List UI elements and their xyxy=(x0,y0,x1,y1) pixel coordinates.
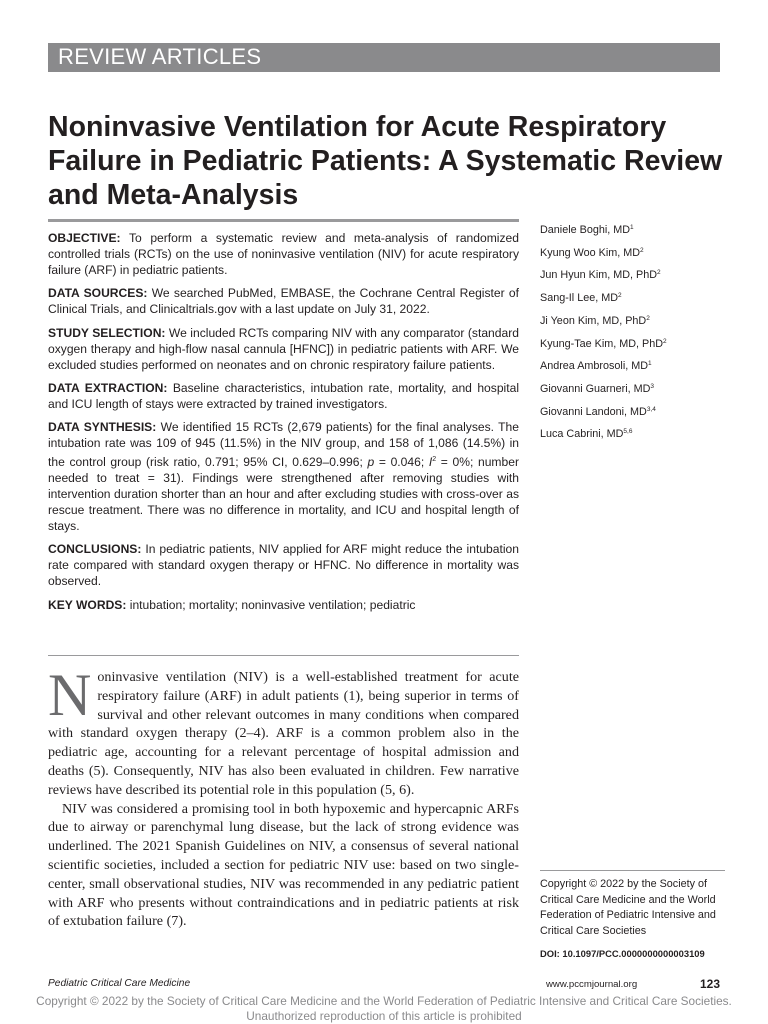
author-name: Giovanni Guarneri, $MD^3$ xyxy=(540,382,655,395)
abstract-key-words xyxy=(48,598,519,614)
author-name: Luca Cabrini, MD$^{5,6}$ xyxy=(540,428,633,441)
i-squared-symbol: I xyxy=(428,455,433,470)
drop-cap: N xyxy=(48,662,92,728)
title-divider xyxy=(48,219,519,222)
data-extraction-text: Baseline characteristics, intubation rate, mortality, and hospital and ICU length of stays were extracted by trained investigators. xyxy=(48,381,520,411)
abstract-divider xyxy=(48,655,519,656)
abstract-data-synthesis xyxy=(48,420,519,534)
objective-text: To perform a systematic review and meta-analysis of randomized controlled trials (RCTs) on the use of noninvasive ventilation (NIV) for acute respiratory failure (ARF) in pediatric patients. xyxy=(48,231,519,277)
data-synthesis-text-c: = 0%; number needed to treat = 31). Findings were strengthened after removing studies with intervention duration shorter than an hour and after excluding studies with cross-over as rescue treatment. There was no difference in mortality, and ICU and hospital length of stays. xyxy=(48,455,519,533)
page-number: 123 xyxy=(700,977,721,991)
study-selection-text: We included RCTs comparing NIV with any comparator (standard oxygen therapy and high-flow nasal cannula [HFNC]) in pediatric patients with ARF. We excluded studies performed on neonates and on chronic respiratory failure patients. xyxy=(48,325,519,372)
doi: DOI: 10.1097/PCC.0000000000003109 xyxy=(540,948,705,959)
conclusions-label: CONCLUSIONS: xyxy=(48,542,142,557)
conclusions-text: In pediatric patients, NIV applied for ARF might reduce the intubation rate compared with standard oxygen therapy or HFNC. No difference in mortality was observed. xyxy=(48,542,519,589)
author-name: Sang-Il Lee, $MD^2$ xyxy=(540,292,622,305)
author-name: Andrea Ambrosoli, $MD^1$ xyxy=(540,360,652,373)
section-banner xyxy=(48,43,720,72)
body-paragraph-1: Noninvasive ventilation (NIV) is a well-established treatment for acute respiratory failure (ARF) in adult patients (1), being superior in terms of survival and other relevant outcomes in many conditions when compared with standard oxygen therapy (2–4). ARF is a common problem also in the pediatric age, accounting for a relevant percentage of hospital admission and deaths (5). Consequently, NIV has also been evaluated in children. Few narrative reviews have described its potential role in this population (5, 6). xyxy=(48,662,519,798)
body-paragraph-2: NIV was considered a promising tool in both hypoxemic and hypercapnic ARFs due to airway or parenchymal lung disease, but the lack of strong evidence was underlined. The 2021 Spanish Guidelines on NIV, a consensus of several national scientific societies, included a section for pediatric NIV use: based on two single-center, small observational studies, NIV was recommended in any pediatric patient with ARF who presents without contraindications and in pediatric patients at risk of extubation failure (7). xyxy=(48,800,519,930)
key-words-label: KEY WORDS: xyxy=(48,597,127,612)
data-extraction-label: DATA EXTRACTION: xyxy=(48,381,168,396)
objective-label: OBJECTIVE: xyxy=(48,231,121,245)
journal-name: Pediatric Critical Care Medicine xyxy=(48,978,191,989)
abstract-objective xyxy=(48,231,519,279)
p-symbol: p xyxy=(367,455,375,470)
author-list xyxy=(540,218,725,445)
abstract-data-sources xyxy=(48,286,519,318)
data-synthesis-text-a: We identified 15 RCTs (2,679 patients) for the final analyses. The intubation rate was 109 of 945 (11.5%) in the NIV group, and 158 of 1,086 (14.5%) in the control group (risk ratio, 0.791; 95% CI, 0.629–0.996; xyxy=(48,420,519,470)
section-label: REVIEW ARTICLES xyxy=(58,44,262,69)
author-name: Giovanni Landoni, MD$^{3,4}$ xyxy=(540,405,656,418)
data-sources-label: DATA SOURCES: xyxy=(48,286,148,301)
i-squared-exponent: 2 xyxy=(432,456,437,464)
author-name: Kyung-Tae Kim, MD, PhD$^2$ xyxy=(540,337,667,350)
abstract-conclusions xyxy=(48,542,519,590)
article-body xyxy=(48,662,519,931)
author-name: Jun Hyun Kim, MD, PhD$^2$ xyxy=(540,269,661,282)
data-synthesis-text-b: = 0.046; xyxy=(374,455,429,470)
data-synthesis-label: DATA SYNTHESIS: xyxy=(48,420,157,435)
copyright-notice: Copyright © 2022 by the Society of Critical Care Medicine and the World Federation of Pediatric Intensive and Critical Care Societies xyxy=(540,870,725,940)
journal-url: www.pccmjournal.org xyxy=(546,979,638,990)
abstract xyxy=(48,231,519,621)
author-name: Kyung Woo Kim, $MD^2$ xyxy=(540,246,644,259)
data-sources-text: We searched PubMed, EMBASE, the Cochrane Central Register of Clinical Trials, and Clinicaltrials.gov with a last update on July 31, 2022. xyxy=(48,286,519,317)
author-name: Daniele Boghi, $MD^1$ xyxy=(540,224,634,236)
abstract-data-extraction xyxy=(48,381,519,413)
watermark-line-1: Copyright © 2022 by the Society of Critical Care Medicine and the World Federation of Pediatric Intensive and Critical Care Societies. xyxy=(36,994,732,1008)
key-words-text: intubation; mortality; noninvasive ventilation; pediatric xyxy=(126,597,416,612)
abstract-study-selection xyxy=(48,326,519,374)
study-selection-label: STUDY SELECTION: xyxy=(48,325,166,340)
author-name: Ji Yeon Kim, MD, PhD$^2$ xyxy=(540,314,650,327)
copyright-watermark xyxy=(0,994,768,1024)
article-title: Noninvasive Ventilation for Acute Respiratory Failure in Pediatric Patients: A Systematic Review and Meta-Analysis xyxy=(48,111,723,211)
watermark-line-2: Unauthorized reproduction of this article is prohibited xyxy=(246,1009,522,1023)
